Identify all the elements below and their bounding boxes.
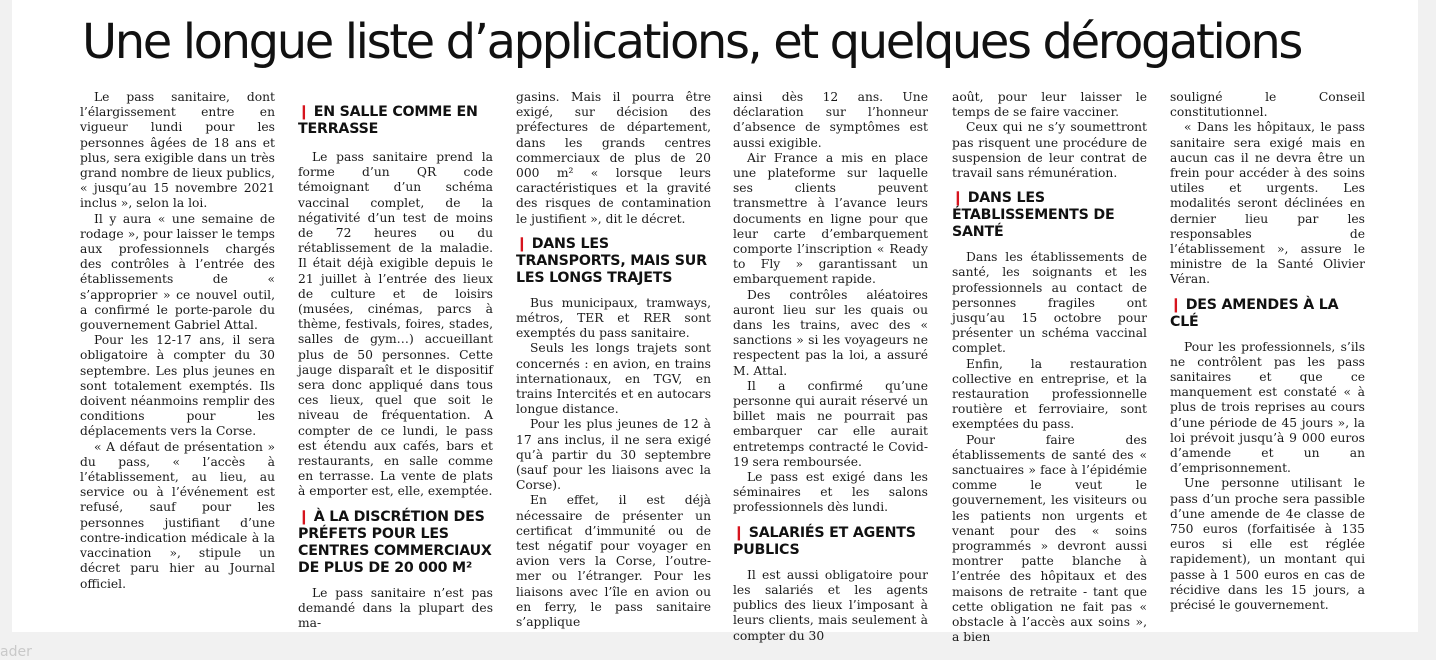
paragraph: Pour les 12-17 ans, il sera obligatoire à compter du 30 septembre. Les plus jeunes en sont totalement exemptés. Ils doivent néanmoins remplir des conditions pour les déplacements vers la Corse. [80, 333, 275, 439]
paragraph: Air France a mis en place une plateforme sur laquelle ses clients peuvent transmettre à l’avance leurs documents en ligne pour que leur carte d’embarquement comporte l’inscription « Ready to Fly » garantissant un embarquement rapide. [733, 150, 928, 287]
column-6 [1170, 90, 1365, 613]
red-bar-icon: ❙ [1170, 296, 1182, 313]
paragraph: Enfin, la restauration collective en entreprise, et la restauration professionnelle routière et ferroviaire, sont exemptées du pass. [952, 356, 1147, 432]
paragraph: Il est aussi obligatoire pour les salariés et les agents publics des lieux l’imposant à leurs clients, mais seulement à compter du 30 [733, 567, 928, 643]
paragraph: Seuls les longs trajets sont concernés : en avion, en trains internationaux, en TGV, en trains Intercités et en autocars longue distance. [516, 341, 711, 417]
paragraph: souligné le Conseil constitutionnel. [1170, 90, 1365, 120]
section-heading: ❙ SALARIÉS ET AGENTS PUBLICS [733, 524, 916, 558]
paragraph: ainsi dès 12 ans. Une déclaration sur l’honneur d’absence de symptômes est aussi exigible. [733, 90, 928, 150]
column-1 [80, 90, 275, 592]
paragraph: Pour les plus jeunes de 12 à 17 ans inclus, il ne sera exigé qu’à partir du 30 septembre (sauf pour les liaisons avec la Corse). [516, 417, 711, 493]
red-bar-icon: ❙ [516, 235, 528, 252]
red-bar-icon: ❙ [952, 190, 964, 207]
section-heading: ❙ EN SALLE COMME EN TERRASSE [298, 104, 478, 137]
paragraph: Bus municipaux, tramways, métros, TER et RER sont exemptés du pass sanitaire. [516, 295, 711, 341]
red-bar-icon: ❙ [298, 104, 310, 120]
headline: Une longue liste d’applications, et quelques dérogations [82, 14, 1301, 70]
section-heading: ❙ DANS LES TRANSPORTS, MAIS SUR LES LONGS TRAJETS [516, 235, 707, 286]
quote-paragraph: « Dans les hôpitaux, le pass sanitaire sera exigé mais en aucun cas il ne devra être un frein pour accéder à des soins utiles et urgents. Les modalités seront déclinées en dernier lieu par les responsables de l’établissement », assure le ministre de la Santé Olivier Véran. [1170, 120, 1365, 287]
paragraph: « A défaut de présentation » du pass, « l’accès à l’établissement, au lieu, au service ou à l’événement est refusé, sauf pour les personnes justifiant d’une contre-indication médicale à la vaccination », stipule un décret paru hier au Journal officiel. [80, 439, 275, 591]
paragraph: En effet, il est déjà nécessaire de présenter un certificat d’immunité ou de test négatif pour voyager en avion vers la Corse, l’outre-mer ou l’étranger. Pour les liaisons avec l’île en avion ou en ferry, le pass sanitaire s’applique [516, 493, 711, 630]
column-4 [733, 90, 928, 644]
column-5 [952, 90, 1147, 646]
paragraph: Une personne utilisant le pass d’un proche sera passible d’une amende de 4e classe de 750 euros (forfaitisée à 135 euros si elle est réglée rapidement), un montant qui passe à 1 500 euros en cas de récidive dans les 15 jours, a précisé le gouvernement. [1170, 476, 1365, 613]
red-bar-icon: ❙ [298, 508, 310, 525]
paragraph: Dans les établissements de santé, les soignants et les professionnels au contact de personnes fragiles ont jusqu’au 15 octobre pour présenter un schéma vaccinal complet. [952, 250, 1147, 356]
paragraph: Le pass sanitaire, dont l’élargissement entre en vigueur lundi pour les personnes âgées de 18 ans et plus, sera exigible dans un très grand nombre de lieux publics, « jusqu’au 15 novembre 2021 inclus », selon la loi. [80, 90, 275, 211]
paragraph: gasins. Mais il pourra être exigé, sur décision des préfectures de département, dans les grands centres commerciaux de plus de 20 000 m² « lorsque leurs caractéristiques et la gravité des risques de contamination le justifient », dit le décret. [516, 90, 711, 226]
paragraph: Il a confirmé qu’une personne qui aurait réservé un billet mais ne pourrait pas embarquer car elle aurait entretemps contracté le Covid-19 sera remboursée. [733, 378, 928, 469]
paragraph: Le pass sanitaire n’est pas demandé dans la plupart des ma- [298, 585, 493, 631]
paragraph: Pour les professionnels, s’ils ne contrôlent pas les pass sanitaires et que ce manquement est constaté « à plus de trois reprises au cours d’une période de 45 jours », la loi prévoit jusqu’à 9 000 euros d’amende et un an d’emprisonnement. [1170, 339, 1365, 476]
newspaper-page [12, 0, 1418, 645]
red-bar-icon: ❙ [733, 524, 745, 541]
section-heading: ❙ DANS LES ÉTABLISSEMENTS DE SANTÉ [952, 190, 1115, 241]
paragraph: Des contrôles aléatoires auront lieu sur les quais ou dans les trains, avec des « sanctions » si les voyageurs ne respectent pas la loi, a assuré M. Attal. [733, 287, 928, 378]
paragraph: Le pass est exigé dans les séminaires et les salons professionnels dès lundi. [733, 470, 928, 515]
paragraph: Ceux qui ne s’y soumettront pas risquent une procédure de suspension de leur contrat de travail sans rémunération. [952, 120, 1147, 181]
paragraph: Le pass sanitaire prend la forme d’un QR code témoignant d’un schéma vaccinal complet, de la négativité d’un test de moins de 72 heures ou du rétablissement de la maladie. Il était déjà exigible depuis le 21 juillet à l’entrée des lieux de culture et de loisirs (musées, cinémas, parcs à thème, festivals, foires, stades, salles de gym…) accueillant plus de 50 personnes. Cette jauge disparaît et le dispositif sera donc appliqué dans tous ces lieux, quel que soit le niveau de fréquentation. A compter de ce lundi, le pass est étendu aux cafés, bars et restaurants, en salle comme en terrasse. La vente de plats à emporter est, elle, exemptée. [298, 150, 493, 499]
paragraph: août, pour leur laisser le temps de se faire vacciner. [952, 90, 1147, 120]
section-heading: ❙ À LA DISCRÉTION DES PRÉFETS POUR LES CENTRES COMMERCIAUX DE PLUS DE 20 000 M² [298, 508, 492, 576]
paragraph: Il y aura « une semaine de rodage », pour laisser le temps aux professionnels chargés des contrôles à l’entrée des établissements de « s’approprier » ce nouvel outil, a confirmé le porte-parole du gouvernement Gabriel Attal. [80, 211, 275, 333]
column-3 [516, 90, 711, 630]
section-heading: ❙ DES AMENDES À LA CLÉ [1170, 296, 1339, 330]
footer-fragment: ader [0, 644, 32, 660]
column-2 [298, 90, 493, 631]
paragraph: Pour faire des établissements de santé des « sanctuaires » face à l’épidémie comme le veut le gouvernement, les visiteurs ou les patients non urgents et venant pour des « soins programmés » devront aussi montrer patte blanche à l’entrée des hôpitaux et des maisons de retraite - tant que cette obligation ne fait pas « obstacle à l’accès aux soins », a bien [952, 432, 1147, 645]
